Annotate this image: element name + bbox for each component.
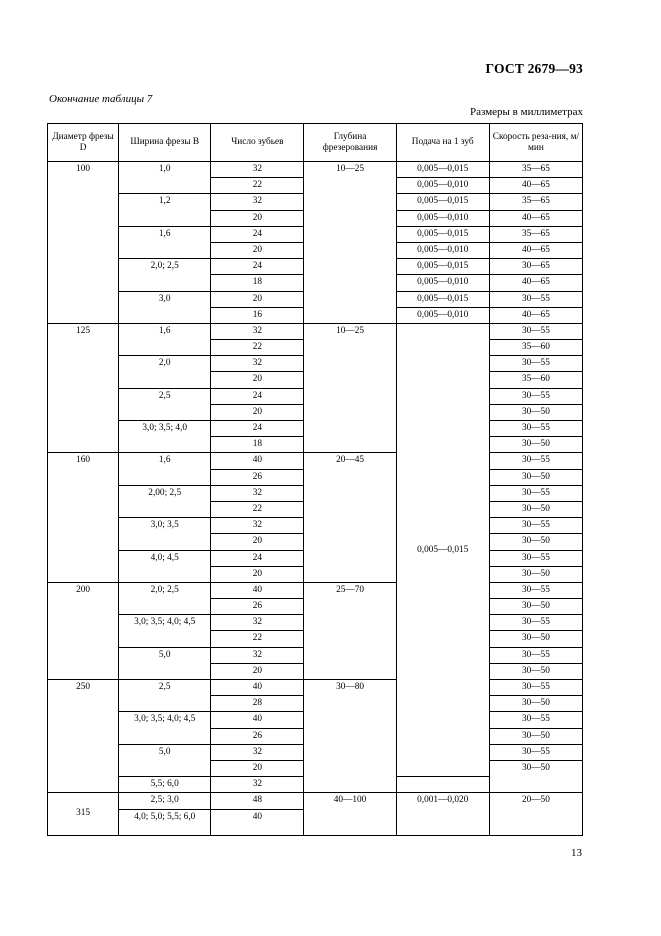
speed-cell: 30—50 (489, 663, 582, 679)
teeth-cell: 16 (211, 307, 304, 323)
teeth-cell: 20 (211, 291, 304, 307)
depth-cell: 40—100 (304, 793, 396, 835)
speed-cell: 30—55 (489, 388, 582, 404)
speed-cell: 30—55 (489, 647, 582, 663)
width-cell: 5,0 (119, 647, 211, 679)
width-cell: 5,0 (119, 744, 211, 776)
feed-cell: 0,005—0,015 (396, 226, 489, 242)
table-header-row (48, 124, 583, 162)
speed-cell: 30—55 (489, 323, 582, 339)
speed-cell: 20—50 (489, 793, 582, 835)
speed-cell: 30—55 (489, 518, 582, 534)
width-cell: 2,5; 3,0 (119, 793, 211, 809)
speed-cell: 30—55 (489, 453, 582, 469)
width-cell: 4,0; 5,0; 5,5; 6,0 (119, 809, 211, 835)
teeth-cell: 24 (211, 421, 304, 437)
teeth-cell: 20 (211, 534, 304, 550)
teeth-cell: 32 (211, 744, 304, 760)
feed-cell: 0,005—0,015 (396, 291, 489, 307)
speed-cell: 40—65 (489, 242, 582, 258)
table-row (48, 453, 583, 469)
depth-cell: 20—45 (304, 453, 396, 583)
speed-cell: 30—55 (489, 582, 582, 598)
teeth-cell: 18 (211, 275, 304, 291)
speed-cell: 30—50 (489, 696, 582, 712)
teeth-cell: 20 (211, 210, 304, 226)
teeth-cell: 24 (211, 550, 304, 566)
width-cell: 3,0; 3,5 (119, 518, 211, 550)
teeth-cell: 24 (211, 388, 304, 404)
teeth-cell: 24 (211, 259, 304, 275)
feed-cell: 0,005—0,010 (396, 178, 489, 194)
speed-cell: 30—65 (489, 259, 582, 275)
teeth-cell: 28 (211, 696, 304, 712)
speed-cell: 40—65 (489, 307, 582, 323)
teeth-cell: 22 (211, 631, 304, 647)
diameter-cell: 200 (48, 582, 119, 679)
depth-cell: 10—25 (304, 323, 396, 453)
speed-cell: 40—65 (489, 210, 582, 226)
teeth-cell: 48 (211, 793, 304, 809)
teeth-cell: 32 (211, 485, 304, 501)
diameter-cell: 250 (48, 680, 119, 793)
teeth-cell: 32 (211, 777, 304, 793)
feed-cell: 0,005—0,015 (396, 162, 489, 178)
speed-cell: 30—50 (489, 760, 582, 792)
feed-cell: 0,005—0,010 (396, 242, 489, 258)
teeth-cell: 32 (211, 647, 304, 663)
teeth-cell: 40 (211, 680, 304, 696)
teeth-cell: 20 (211, 566, 304, 582)
teeth-cell: 22 (211, 340, 304, 356)
teeth-cell: 32 (211, 615, 304, 631)
teeth-cell: 22 (211, 501, 304, 517)
width-cell: 2,00; 2,5 (119, 485, 211, 517)
width-cell: 1,6 (119, 453, 211, 485)
teeth-cell: 20 (211, 760, 304, 776)
header-teeth: Число зубьев (211, 124, 304, 162)
speed-cell: 30—50 (489, 437, 582, 453)
width-cell: 2,5 (119, 388, 211, 420)
speed-cell: 35—60 (489, 340, 582, 356)
units-note: Размеры в миллиметрах (470, 106, 583, 118)
teeth-cell: 18 (211, 437, 304, 453)
table-row (48, 680, 583, 696)
teeth-cell: 40 (211, 453, 304, 469)
teeth-cell: 32 (211, 518, 304, 534)
width-cell: 3,0 (119, 291, 211, 323)
teeth-cell: 26 (211, 469, 304, 485)
width-cell: 1,6 (119, 323, 211, 355)
teeth-cell: 26 (211, 599, 304, 615)
teeth-cell: 32 (211, 194, 304, 210)
feed-merged-cell: 0,005—0,015 (396, 323, 489, 776)
width-cell: 4,0; 4,5 (119, 550, 211, 582)
speed-cell: 30—50 (489, 566, 582, 582)
teeth-cell: 26 (211, 728, 304, 744)
width-cell: 2,0 (119, 356, 211, 388)
width-cell: 2,0; 2,5 (119, 259, 211, 291)
width-cell: 1,0 (119, 162, 211, 194)
teeth-cell: 40 (211, 582, 304, 598)
width-cell: 3,0; 3,5; 4,0; 4,5 (119, 615, 211, 647)
teeth-cell: 20 (211, 404, 304, 420)
feed-cell: 0,005—0,015 (396, 194, 489, 210)
depth-cell: 25—70 (304, 582, 396, 679)
table-row (48, 793, 583, 809)
width-cell: 1,2 (119, 194, 211, 226)
teeth-cell: 32 (211, 323, 304, 339)
speed-cell: 40—65 (489, 275, 582, 291)
feed-cell: 0,005—0,010 (396, 307, 489, 323)
width-cell: 1,6 (119, 226, 211, 258)
diameter-cell: 160 (48, 453, 119, 583)
teeth-cell: 20 (211, 372, 304, 388)
header-feed: Подача на 1 зуб (396, 124, 489, 162)
table-row (48, 162, 583, 178)
teeth-cell: 22 (211, 178, 304, 194)
teeth-cell: 20 (211, 663, 304, 679)
table-caption: Окончание таблицы 7 (49, 93, 153, 105)
speed-cell: 35—60 (489, 372, 582, 388)
speed-cell: 30—55 (489, 421, 582, 437)
depth-cell: 10—25 (304, 162, 396, 324)
speed-cell: 30—55 (489, 615, 582, 631)
speed-cell: 30—50 (489, 501, 582, 517)
width-cell: 2,5 (119, 680, 211, 712)
diameter-cell: 100 (48, 162, 119, 324)
speed-cell: 35—65 (489, 162, 582, 178)
width-cell: 2,0; 2,5 (119, 582, 211, 614)
teeth-cell: 40 (211, 809, 304, 835)
speed-cell: 30—50 (489, 599, 582, 615)
speed-cell: 30—55 (489, 550, 582, 566)
speed-cell: 40—65 (489, 178, 582, 194)
width-cell: 3,0; 3,5; 4,0; 4,5 (119, 712, 211, 744)
header-width: Ширина фрезы B (119, 124, 211, 162)
feed-cell: 0,001—0,020 (396, 793, 489, 835)
header-diameter: Диаметр фрезы D (48, 124, 119, 162)
page-number: 13 (571, 847, 582, 859)
speed-cell: 30—50 (489, 404, 582, 420)
width-cell: 5,5; 6,0 (119, 777, 211, 793)
speed-cell: 30—55 (489, 712, 582, 728)
table-row (48, 323, 583, 339)
diameter-cell: 125 (48, 323, 119, 453)
speed-cell: 30—55 (489, 744, 582, 760)
speed-cell: 30—50 (489, 728, 582, 744)
feed-cell: 0,005—0,010 (396, 210, 489, 226)
speed-cell: 35—65 (489, 194, 582, 210)
depth-cell: 30—80 (304, 680, 396, 793)
speed-cell: 30—50 (489, 469, 582, 485)
speed-cell: 30—55 (489, 680, 582, 696)
feed-cell: 0,005—0,015 (396, 259, 489, 275)
header-depth: Глубина фрезерования (304, 124, 396, 162)
teeth-cell: 32 (211, 356, 304, 372)
teeth-cell: 40 (211, 712, 304, 728)
speed-cell: 30—55 (489, 485, 582, 501)
teeth-cell: 32 (211, 162, 304, 178)
diameter-cell: 315 (48, 793, 119, 835)
document-standard-header: ГОСТ 2679—93 (485, 61, 583, 76)
teeth-cell: 20 (211, 242, 304, 258)
speed-cell: 30—50 (489, 631, 582, 647)
milling-parameters-table (47, 123, 583, 836)
speed-cell: 35—65 (489, 226, 582, 242)
speed-cell: 30—50 (489, 534, 582, 550)
width-cell: 3,0; 3,5; 4,0 (119, 421, 211, 453)
header-speed: Скорость реза-ния, м/мин (489, 124, 582, 162)
table-row (48, 582, 583, 598)
teeth-cell: 24 (211, 226, 304, 242)
speed-cell: 30—55 (489, 291, 582, 307)
speed-cell: 30—55 (489, 356, 582, 372)
feed-cell: 0,005—0,010 (396, 275, 489, 291)
